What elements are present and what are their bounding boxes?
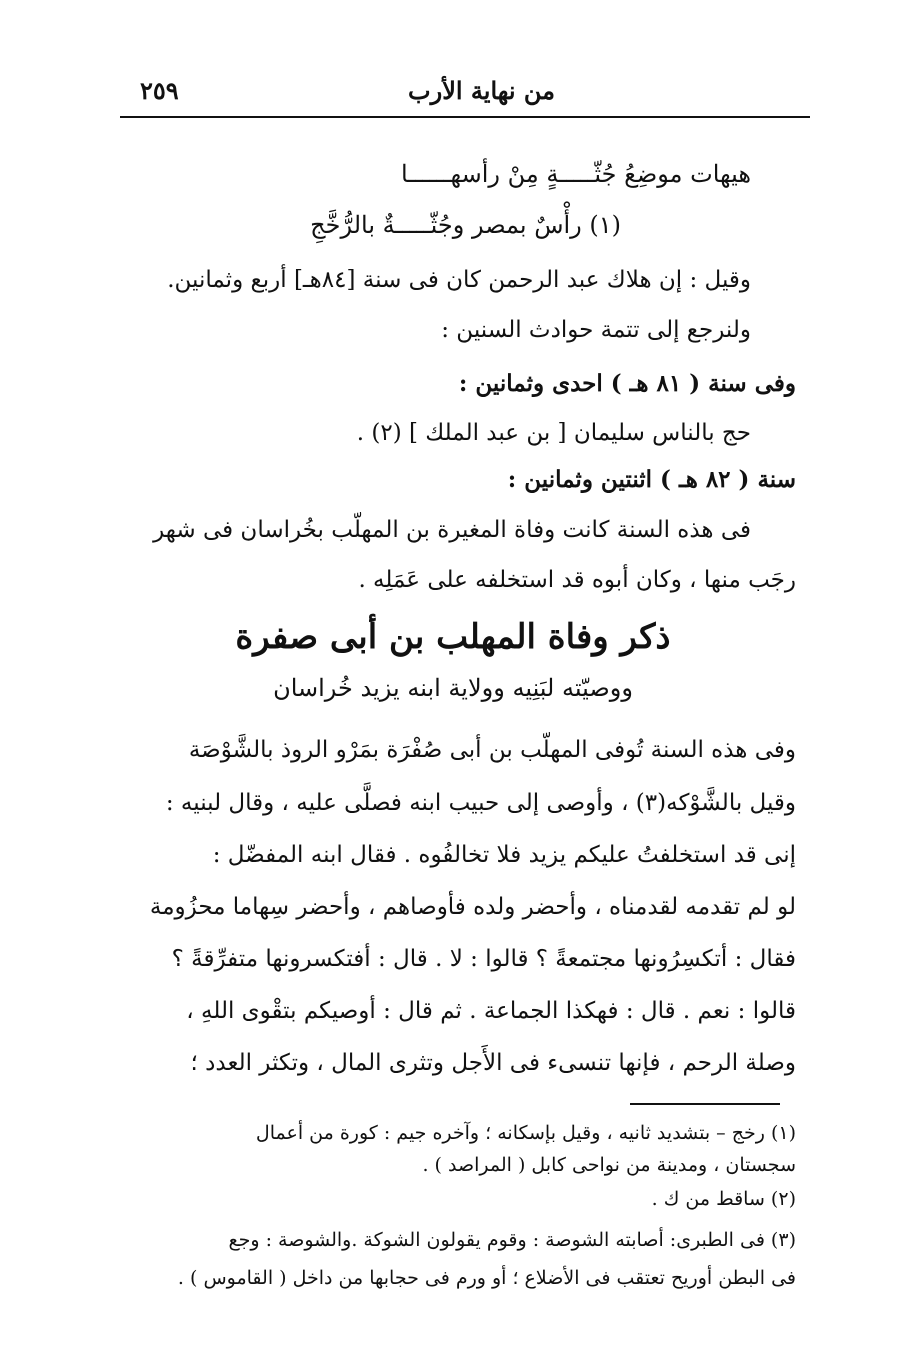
footnote-3-continued: فى البطن أوريح تعتقب فى الأضلاع ؛ أو ورم فى حجابها من داخل ( القاموس ) . xyxy=(177,1267,796,1289)
body-line: وقيل بالشَّوْكه(٣) ، وأوصى إلى حبيب ابنه فصلَّى عليه ، وقال لبنيه : xyxy=(165,790,796,816)
body-line: وفى هذه السنة تُوفى المهلّب بن أبى صُفْرَة بمَرْو الروذ بالشَّوْصَة xyxy=(188,737,796,763)
body-line: حج بالناس سليمان [ بن عبد الملك ] (٢) . xyxy=(356,420,751,446)
body-line: إنى قد استخلفتُ عليكم يزيد فلا تخالفُوه . فقال ابنه المفضّل : xyxy=(212,842,796,868)
body-line: ولنرجع إلى تتمة حوادث السنين : xyxy=(441,317,751,343)
body-line: لو لم تقدمه لقدمناه ، وأحضر ولده فأوصاهم ، وأحضر سِهاما محزُومة xyxy=(149,894,796,920)
footnote-rule xyxy=(630,1103,780,1105)
header-rule xyxy=(120,116,810,118)
page-number: ٢٥٩ xyxy=(140,76,179,105)
year-heading: وفى سنة ( ٨١ هـ ) احدى وثمانين : xyxy=(458,370,796,397)
year-heading: سنة ( ٨٢ هـ ) اثنتين وثمانين : xyxy=(507,466,796,493)
body-line: وقيل : إن هلاك عبد الرحمن كان فى سنة [٨٤هـ] أربع وثمانين. xyxy=(167,267,751,293)
footnote-1: (١) رخج – بتشديد ثانيه ، وقيل بإسكانه ؛ وآخره جيم : كورة من أعمال xyxy=(255,1122,796,1144)
running-title: من نهاية الأرب xyxy=(408,76,555,105)
page-header xyxy=(120,70,810,110)
verse-line-1: هيهات موضِعُ جُثّـــــةٍ مِنْ رأسهــــــا xyxy=(401,160,751,188)
section-heading: ذكر وفاة المهلب بن أبى صفرة xyxy=(235,617,671,657)
body-line: رجَب منها ، وكان أبوه قد استخلفه على عَمَلِه . xyxy=(358,567,796,593)
footnote-1-continued: سجستان ، ومدينة من نواحى كابل ( المراصد ) . xyxy=(422,1154,796,1176)
body-line: فقال : أتكسِرُونها مجتمعةً ؟ قالوا : لا . قال : أفتكسرونها متفرِّقةً ؟ xyxy=(171,946,796,972)
verse-line-2: (١) رأْسٌ بمصر وجُثّـــــةٌ بالرُّخَّجِ xyxy=(310,211,621,239)
body-line: فى هذه السنة كانت وفاة المغيرة بن المهلّب بخُراسان فى شهر xyxy=(153,517,751,543)
body-line: قالوا : نعم . قال : فهكذا الجماعة . ثم قال : أوصيكم بتقْوى اللهِ ، xyxy=(186,998,796,1024)
footnote-2: (٢) ساقط من ك . xyxy=(651,1188,796,1210)
section-subheading: ووصيّته لبَنِيه وولاية ابنه يزيد خُراسان xyxy=(273,674,633,702)
footnote-3: (٣) فى الطبرى: أصابته الشوصة : وقوم يقولون الشوكة .والشوصة : وجع xyxy=(228,1229,796,1251)
body-line: وصلة الرحم ، فإنها تنسىء فى الأَجل وتثرى المال ، وتكثر العدد ؛ xyxy=(190,1050,796,1076)
